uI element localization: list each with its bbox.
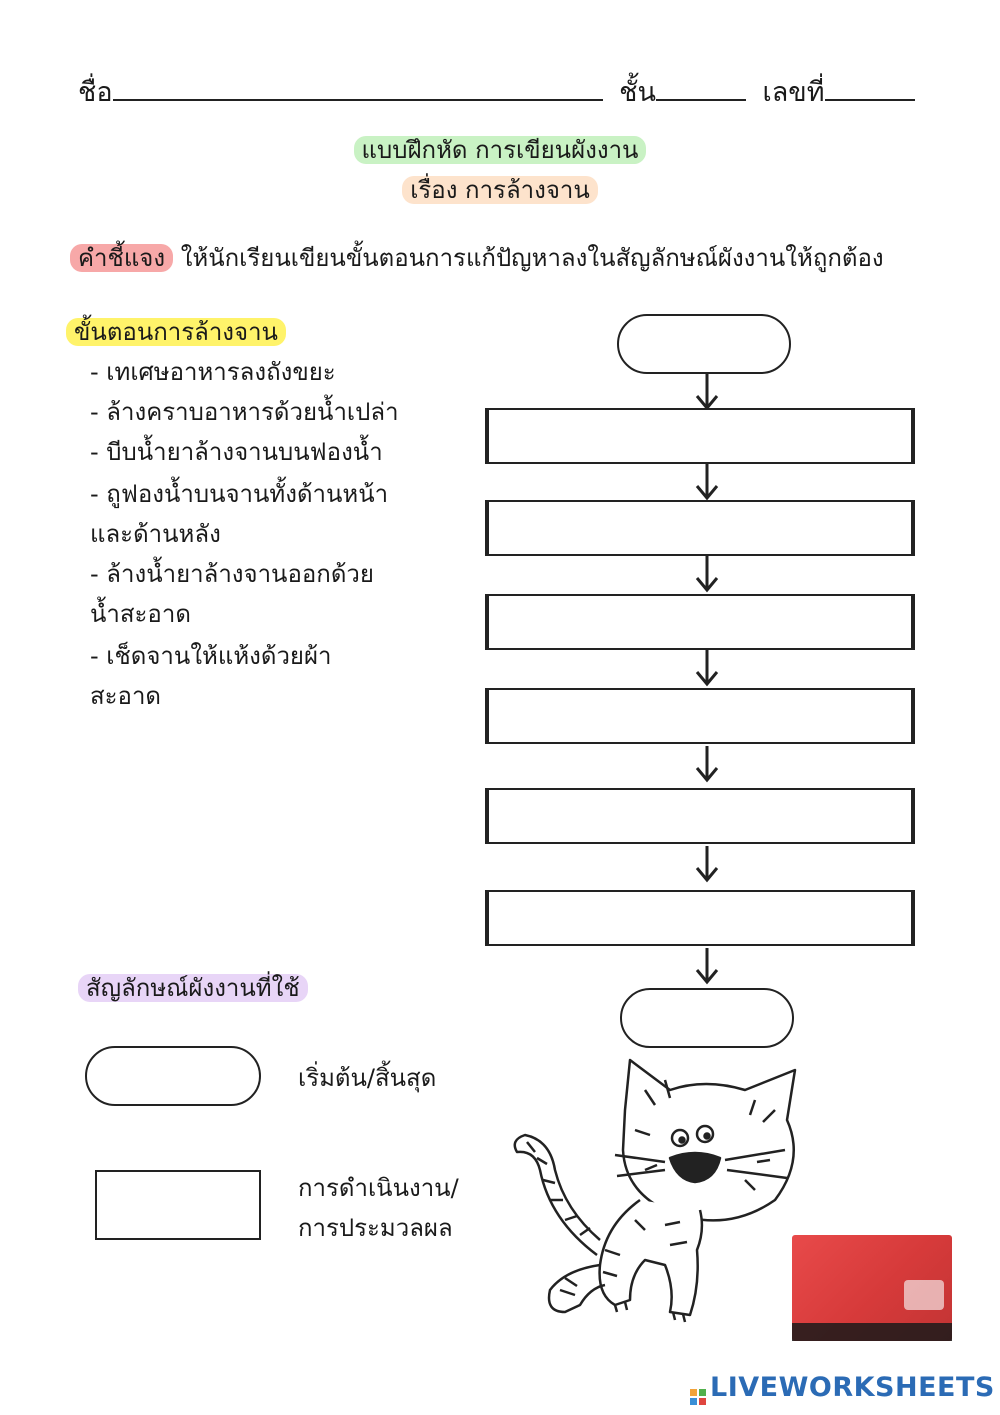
steps-title: [66, 312, 286, 351]
legend-process-symbol: [95, 1170, 261, 1240]
step-line-7: น้ำสะอาด: [90, 600, 191, 628]
legend-process-label-1: การดำเนินงาน/: [298, 1174, 459, 1202]
liveworksheets-logo-icon: [690, 1381, 706, 1397]
flow-process-box-2[interactable]: [485, 500, 915, 556]
number-label: เลขที่: [762, 77, 825, 108]
step-line-2: - ล้างคราบอาหารด้วยน้ำเปล่า: [90, 398, 399, 426]
flow-start-terminal[interactable]: [617, 314, 791, 374]
instruction-text: ให้นักเรียนเขียนขั้นตอนการแก้ปัญหาลงในสัญลักษณ์ผังงานให้ถูกต้อง: [173, 244, 884, 272]
step-line-9: สะอาด: [90, 682, 162, 710]
liveworksheets-brand[interactable]: [690, 1372, 995, 1403]
number-blank[interactable]: [825, 75, 915, 101]
brand-text: LIVEWORKSHEETS: [710, 1372, 995, 1403]
step-line-3: - บีบน้ำยาล้างจานบนฟองน้ำ: [90, 438, 383, 466]
flow-process-box-3[interactable]: [485, 594, 915, 650]
worksheet-subtitle: [0, 170, 1000, 209]
instruction: [70, 238, 884, 277]
step-line-4: - ถูฟองน้ำบนจานทั้งด้านหน้า: [90, 480, 389, 508]
legend-terminal-symbol: [85, 1046, 261, 1106]
legend-title-text: สัญลักษณ์ผังงานที่ใช้: [78, 974, 308, 1002]
legend-process-label-2: การประมวลผล: [298, 1214, 453, 1242]
arrow-down-icon: [692, 744, 722, 784]
flow-process-box-6[interactable]: [485, 890, 915, 946]
name-blank[interactable]: [113, 75, 603, 101]
step-line-6: - ล้างน้ำยาล้างจานออกด้วย: [90, 560, 374, 588]
arrow-down-icon: [692, 554, 722, 594]
class-blank[interactable]: [656, 75, 746, 101]
step-line-5: และด้านหลัง: [90, 520, 221, 548]
title-line-2: เรื่อง การล้างจาน: [402, 176, 598, 204]
arrow-down-icon: [692, 648, 722, 688]
flow-process-box-4[interactable]: [485, 688, 915, 744]
student-info-line: [78, 70, 923, 113]
steps-title-text: ขั้นตอนการล้างจาน: [66, 318, 286, 346]
flow-process-box-5[interactable]: [485, 788, 915, 844]
legend-terminal-label: เริ่มต้น/สิ้นสุด: [298, 1064, 437, 1092]
title-line-1: แบบฝึกหัด การเขียนผังงาน: [354, 136, 647, 164]
worksheet-title: [0, 130, 1000, 169]
legend-title: [78, 968, 308, 1007]
cat-illustration-icon: [505, 1050, 805, 1330]
step-line-8: - เช็ดจานให้แห้งด้วยผ้า: [90, 642, 332, 670]
name-label: ชื่อ: [78, 77, 113, 108]
arrow-down-icon: [692, 372, 722, 412]
arrow-down-icon: [692, 946, 722, 986]
arrow-down-icon: [692, 462, 722, 502]
flow-process-box-1[interactable]: [485, 408, 915, 464]
photo-thumbnail: [792, 1235, 952, 1341]
class-label: ชั้น: [619, 77, 656, 108]
step-line-1: - เทเศษอาหารลงถังขยะ: [90, 358, 336, 386]
instruction-label: คำชี้แจง: [70, 244, 173, 272]
flow-end-terminal[interactable]: [620, 988, 794, 1048]
arrow-down-icon: [692, 844, 722, 884]
